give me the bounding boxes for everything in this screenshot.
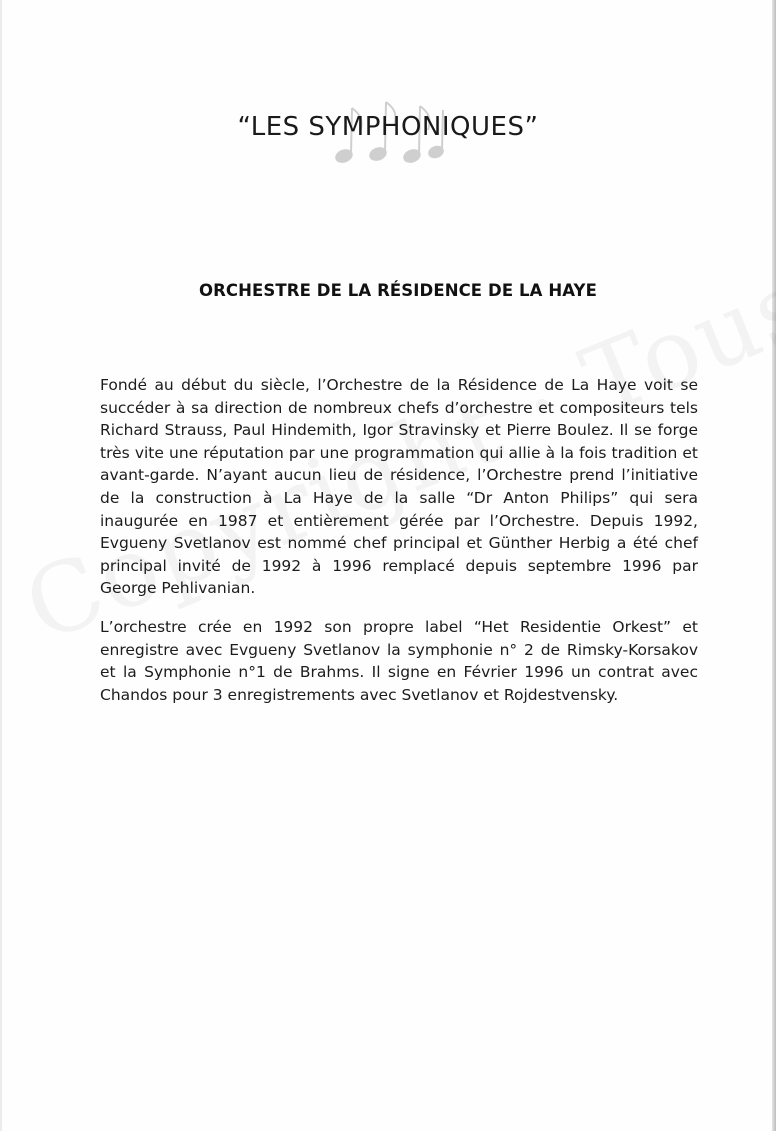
page-edge-left xyxy=(0,0,2,1131)
page-edge-right xyxy=(772,0,776,1131)
section-title: ORCHESTRE DE LA RÉSIDENCE DE LA HAYE xyxy=(199,281,597,300)
series-title: “LES SYMPHONIQUES” xyxy=(237,112,539,142)
body-paragraph-1: Fondé au début du siècle, l’Orchestre de la Résidence de La Haye voit se succéder à sa direction de nombreux chefs d’orchestre et compositeurs tels Richard Strauss, Paul Hindemith, Igor Stravinsky et Pierre Boulez. Il se forge très vite une réputation par une programmation qui allie à la fois tradition et avant-garde. N’ayant aucun lieu de résidence, l’Orchestre prend l’initiative de la construction à La Haye de la salle “Dr Anton Philips” qui sera inaugurée en 1987 et entièrement gérée par l’Orchestre. Depuis 1992, Evgueny Svetlanov est nommé chef principal et Günther Herbig a été chef principal invité de 1992 à 1996 remplacé depuis septembre 1996 par George Pehlivanian. xyxy=(100,376,698,598)
body-paragraph-2: L’orchestre crée en 1992 son propre label “Het Residentie Orkest” et enregistre avec Evgueny Svetlanov la symphonie n° 2 de Rimsky-Korsakov et la Symphonie n°1 de Brahms. Il signe en Février 1996 un contrat avec Chandos pour 3 enregistrements avec Svetlanov et Rojdestvensky. xyxy=(100,618,698,704)
